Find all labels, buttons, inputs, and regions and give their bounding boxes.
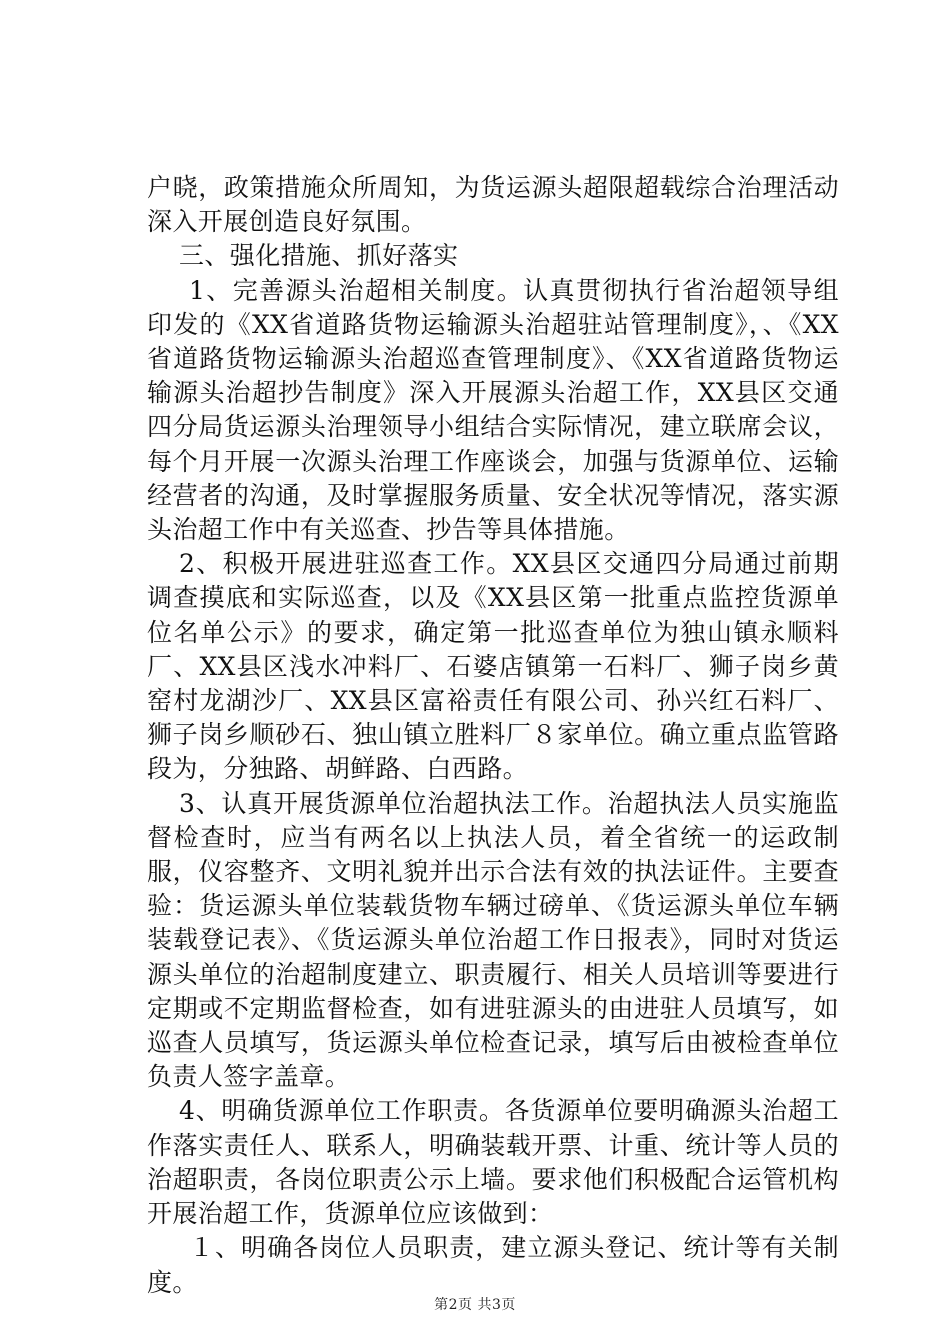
paragraph-item-3: 3、认真开展货源单位治超执法工作。治超执法人员实施监督检查时，应当有两名以上执法人员，着全省统一的运政制服，仪容整齐、文明礼貌并出示合法有效的执法证件。主要查验：货运源头单位装载货物车辆过磅单、《货运源头单位车辆装载登记表》、《货运源头单位治超工作日报表》，同时对货运源头单位的治超制度建立、职责履行、相关人员培训等要进行定期或不定期监督检查，如有进驻源头的由进驻人员填写，如巡查人员填写，货运源头单位检查记录，填写后由被检查单位负责人签字盖章。 [147,788,839,1092]
document-body [147,171,839,1300]
page-number-label: 第2页 共3页 [434,1297,516,1313]
paragraph-item-4: 4、明确货源单位工作职责。各货源单位要明确源头治超工作落实责任人、联系人，明确装载开票、计重、统计等人员的治超职责，各岗位职责公示上墙。要求他们积极配合运管机构开展治超工作，货源单位应该做到： [147,1096,839,1229]
page-footer [0,1294,950,1314]
section-heading: 三、强化措施、抓好落实 [179,241,459,271]
paragraph-item-1: 1、完善源头治超相关制度。认真贯彻执行省治超领导组印发的《XX省道路货物运输源头治超驻站管理制度》，、《XX省道路货物运输源头治超巡查管理制度》、《XX省道路货物运输源头治超抄告制度》深入开展源头治超工作，XX县区交通四分局货运源头治理领导小组结合实际情况，建立联席会议，每个月开展一次源头治理工作座谈会，加强与货源单位、运输经营者的沟通，及时掌握服务质量、安全状况等情况，落实源头治超工作中有关巡查、抄告等具体措施。 [147,275,839,545]
paragraph-item-2: 2、积极开展进驻巡查工作。XX县区交通四分局通过前期调查摸底和实际巡查，以及《XX县区第一批重点监控货源单位名单公示》的要求，确定第一批巡查单位为独山镇永顺料厂、XX县区浅水冲料厂、石婆店镇第一石料厂、狮子岗乡黄窑村龙湖沙厂、XX县区富裕责任有限公司、孙兴红石料厂、狮子岗乡顺砂石、独山镇立胜料厂８家单位。确立重点监管路段为，分独路、胡鲜路、白西路。 [147,549,839,784]
paragraph-subitem-1: １、明确各岗位人员职责，建立源头登记、统计等有关制度。 [147,1233,839,1297]
paragraph-continuation: 户晓，政策措施众所周知，为货运源头超限超载综合治理活动深入开展创造良好氛围。 [147,173,839,237]
